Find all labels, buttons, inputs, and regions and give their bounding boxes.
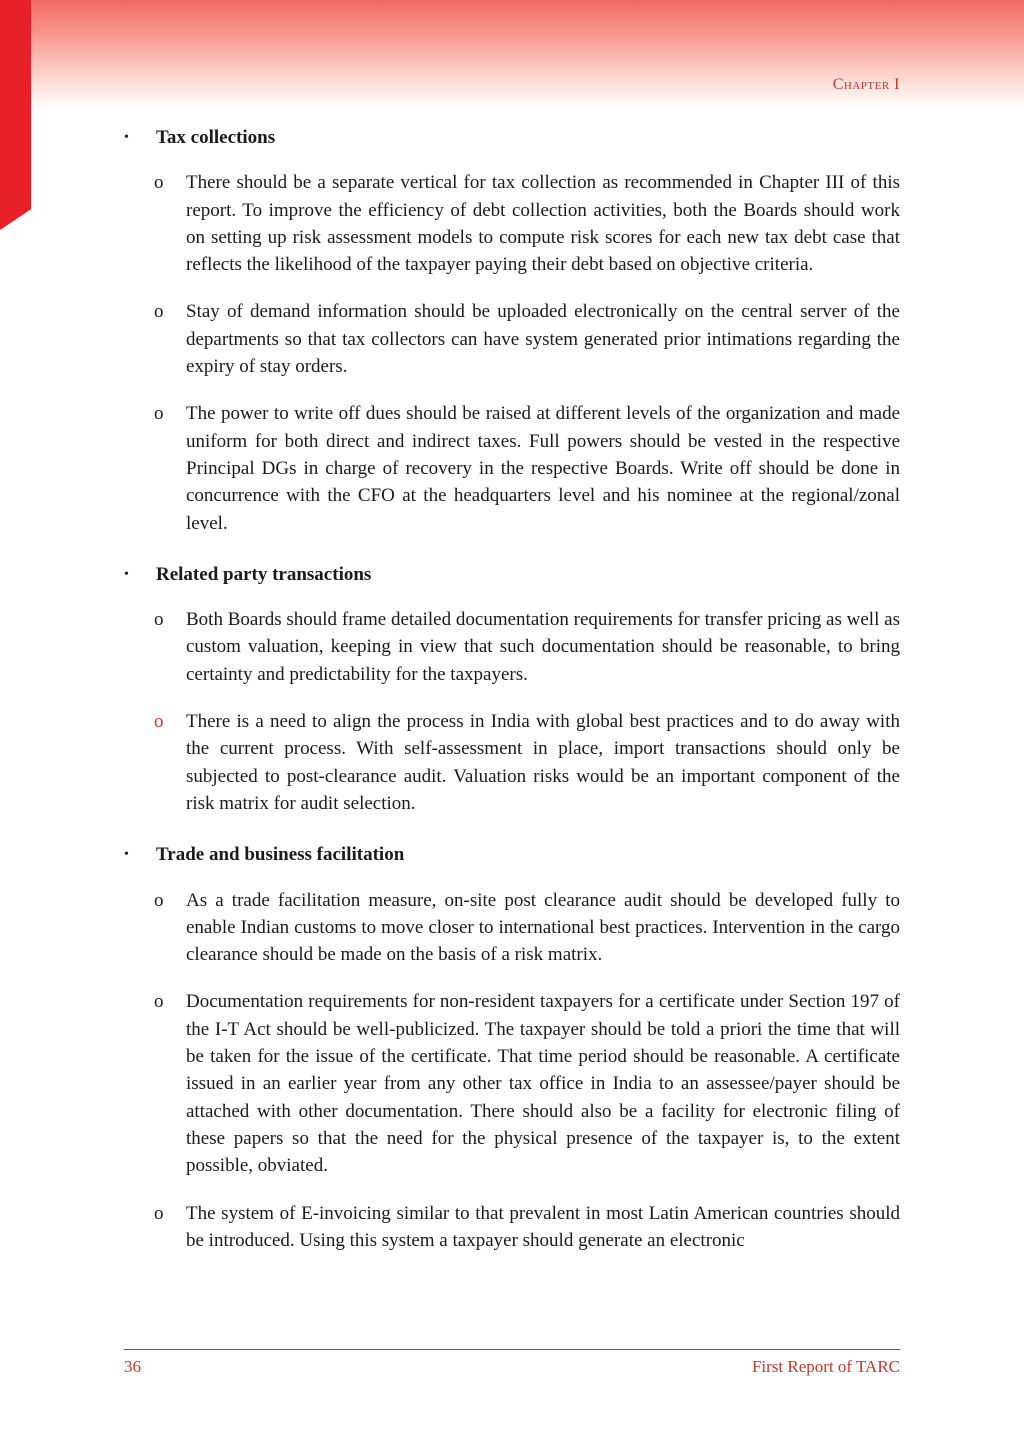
list-item xyxy=(120,988,900,1179)
sub-bullet-icon: o xyxy=(154,1202,164,1224)
section-heading xyxy=(120,841,900,868)
section-heading xyxy=(120,124,900,151)
list-item-text: Both Boards should frame detailed documentation requirements for transfer pricing as well as custom valuation, keeping in view that such documentation should be reasonable, to bring certainty and predictability for the taxpayers. xyxy=(186,609,900,685)
sub-bullet-icon: o xyxy=(154,403,164,425)
page-number: 36 xyxy=(124,1357,141,1376)
list-item xyxy=(120,298,900,380)
section-tax-collections xyxy=(120,124,900,537)
footer-divider xyxy=(124,1349,900,1350)
sub-bullet-icon: o xyxy=(154,711,164,733)
page-body xyxy=(120,124,900,1274)
list-item xyxy=(120,400,900,536)
sub-bullet-icon: o xyxy=(154,991,164,1013)
sub-bullet-icon: o xyxy=(154,172,164,194)
list-item-text: The power to write off dues should be raised at different levels of the organization and made uniform for both direct and indirect taxes. Full powers should be vested in the respective Principal DGs in charge of recovery in the respective Boards. Write off should be done in concurrence with the CFO at the headquarters level and his nominee at the regional/zonal level. xyxy=(186,403,900,534)
list-item xyxy=(120,1200,900,1255)
section-heading xyxy=(120,561,900,588)
section-title: Related party transactions xyxy=(156,563,372,585)
list-item-text: There is a need to align the process in India with global best practices and to do away with the current process. With self-assessment in place, import transactions should only be subjected to post-clearance audit. Valuation risks would be an important component of the risk matrix for audit selection. xyxy=(186,711,900,814)
report-name: First Report of TARC xyxy=(751,1357,900,1376)
chapter-tab-marker xyxy=(0,0,31,230)
sub-bullet-icon: o xyxy=(154,609,164,631)
chapter-label: Chapter I xyxy=(832,76,900,93)
section-trade-business-facilitation xyxy=(120,841,900,1254)
bullet-icon: • xyxy=(124,566,129,582)
bullet-icon: • xyxy=(124,847,129,863)
list-item-text: The system of E-invoicing similar to that prevalent in most Latin American countries should be introduced. Using this system a taxpayer should generate an electronic xyxy=(186,1202,900,1251)
list-item xyxy=(120,887,900,969)
bullet-icon: • xyxy=(124,130,129,145)
list-item-text: There should be a separate vertical for tax collection as recommended in Chapter III of this report. To improve the efficiency of debt collection activities, both the Boards should work on setting up risk assessment models to compute risk scores for each new tax debt case that reflects the likelihood of the taxpayer paying their debt based on objective criteria. xyxy=(186,172,900,276)
list-item-text: As a trade facilitation measure, on-site post clearance audit should be developed fully to enable Indian customs to move closer to international best practices. Intervention in the cargo clearance should be made on the basis of a risk matrix. xyxy=(186,889,900,966)
section-related-party-transactions xyxy=(120,561,900,817)
sub-bullet-icon: o xyxy=(154,301,164,323)
list-item-text: Documentation requirements for non-resident taxpayers for a certificate under Section 197 of the I-T Act should be well-publicized. The taxpayer should be told a priori the time that will be taken for the issue of the certificate. That time period should be reasonable. A certificate issued in an earlier year from any other tax office in India to an assessee/payer should be attached with other documentation. There should also be a facility for electronic filing of these papers so that the need for the physical presence of the taxpayer is, to the extent possible, obviated. xyxy=(186,991,900,1177)
list-item xyxy=(120,708,900,817)
list-item-text: Stay of demand information should be uploaded electronically on the central server of the departments so that tax collectors can have system generated prior intimations regarding the expiry of stay orders. xyxy=(186,301,900,378)
section-title: Tax collections xyxy=(156,127,276,148)
sub-bullet-icon: o xyxy=(154,889,164,911)
section-title: Trade and business facilitation xyxy=(156,844,405,866)
list-item xyxy=(120,606,900,688)
list-item xyxy=(120,169,900,278)
